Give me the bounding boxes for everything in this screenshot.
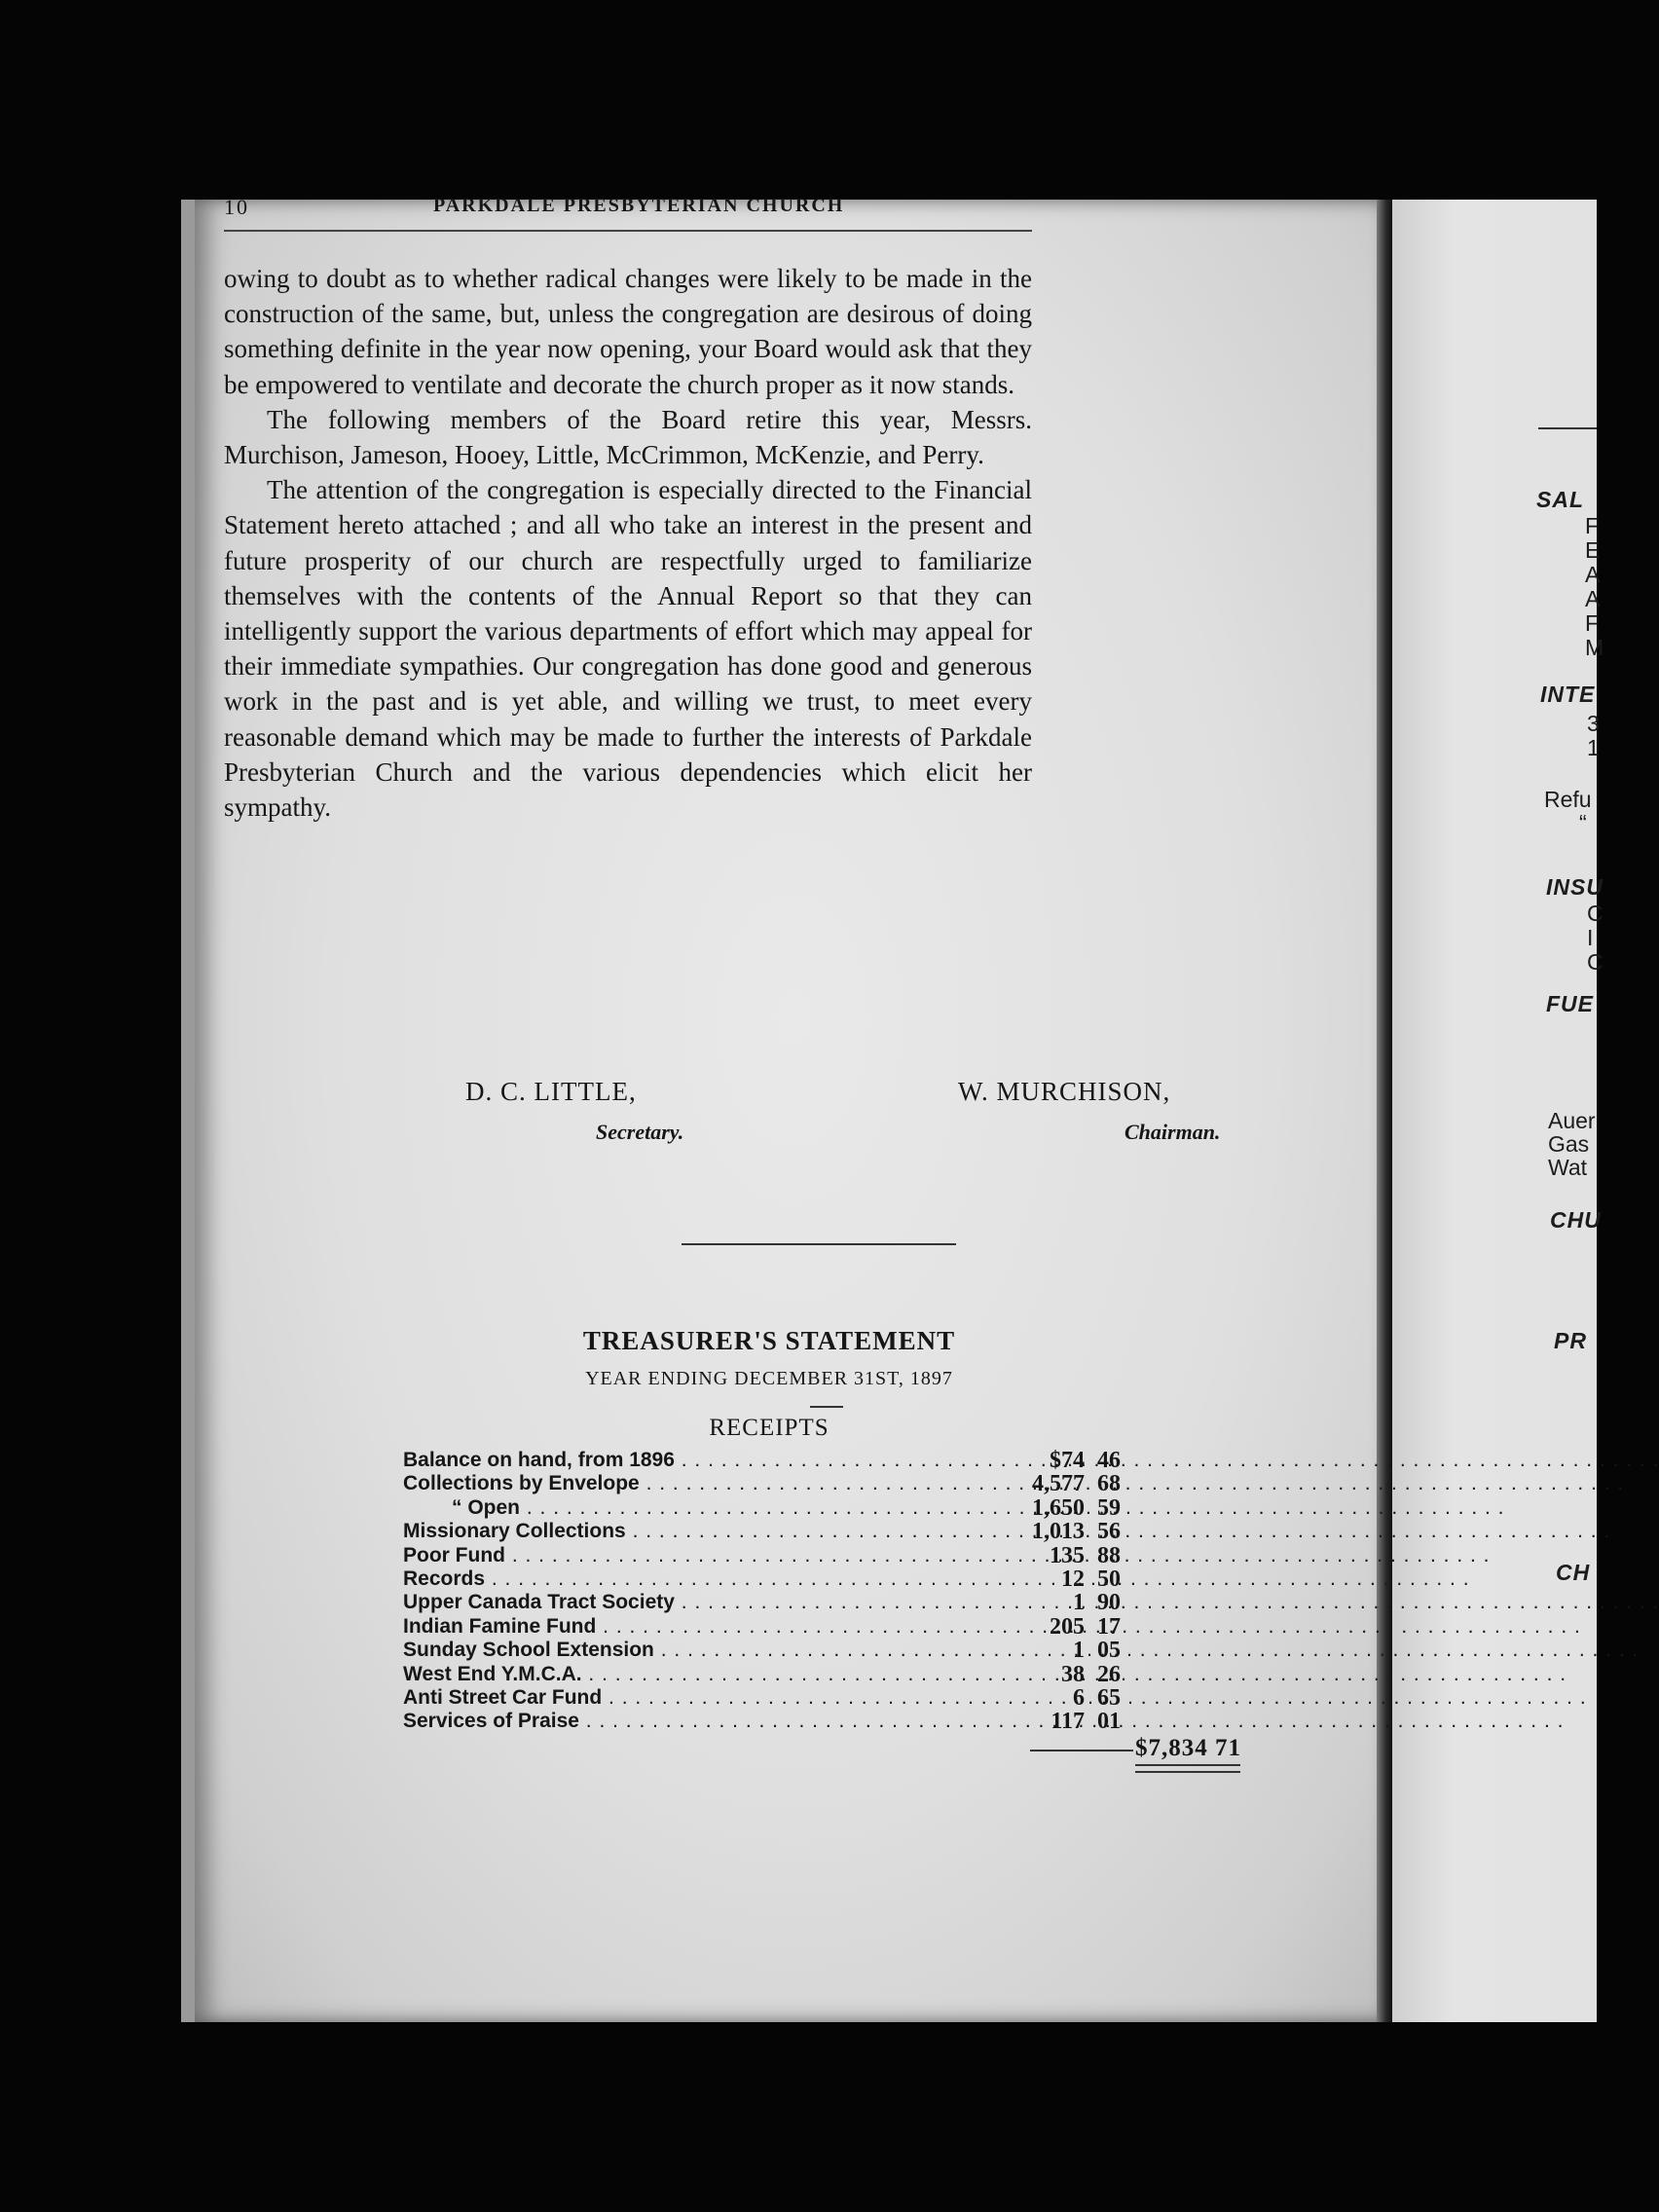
right-fragment: CH — [1556, 1560, 1591, 1585]
total-double-underline — [1135, 1764, 1240, 1773]
row-label: Sunday School Extension . . . — [403, 1639, 997, 1662]
row-cents: 01 — [1097, 1709, 1121, 1735]
table-row — [403, 1615, 1226, 1639]
table-row — [403, 1520, 1226, 1543]
secretary-name: D. C. LITTLE, — [465, 1077, 637, 1106]
table-row — [403, 1496, 1226, 1520]
secretary-role: Secretary. — [596, 1120, 684, 1144]
paragraph: The attention of the congregation is especially directed to the Financial Statement hereto attached ; and all who take an interest in the present and future prosperity of our church are respectfully urged to familiarize themselves with the contents of the Annual Report so that they can intelligently support the various departments of effort which may appeal for their immediate sympathies. Our congregation has done good and generous work in the past and is yet able, and willing we trust, to meet every reasonable demand which may be made to further the interests of Parkdale Presbyterian Church and the various dependencies which elicit her sympathy. — [224, 475, 1032, 823]
row-cents: 17 — [1097, 1613, 1121, 1640]
right-fragment: FUE — [1546, 991, 1594, 1016]
row-dollars: 135 — [1050, 1542, 1085, 1568]
right-fragment: C — [1587, 901, 1604, 926]
table-row — [403, 1663, 1226, 1686]
table-row — [403, 1639, 1226, 1662]
statement-title: TREASURER'S STATEMENT — [582, 1326, 956, 1355]
page-number: 10 — [224, 195, 249, 219]
row-cents: 56 — [1097, 1519, 1121, 1545]
short-rule — [810, 1406, 843, 1408]
row-label: Anti Street Car Fund . . . — [403, 1686, 997, 1710]
row-cents: 88 — [1097, 1542, 1121, 1568]
row-label: Missionary Collections . . . — [403, 1520, 997, 1543]
running-header — [224, 195, 1032, 232]
row-label: Services of Praise . . . — [403, 1710, 997, 1733]
receipts-total: $7,834 71 — [1135, 1735, 1241, 1761]
row-dollars: 205 — [1050, 1613, 1085, 1640]
row-label: “ Open . . . — [403, 1496, 997, 1520]
right-fragment: 3 — [1587, 711, 1600, 736]
right-fragment: M — [1585, 635, 1604, 660]
subtotal-rule — [1030, 1750, 1133, 1751]
row-dollars: 6 — [1073, 1684, 1085, 1711]
row-dollars: $74 — [1050, 1448, 1085, 1473]
right-fragment: I — [1587, 925, 1594, 950]
row-dollars: 117 — [1051, 1709, 1085, 1735]
table-row — [403, 1544, 1226, 1567]
paragraph: owing to doubt as to whether radical changes were likely to be made in the construction of the same, but, unless the congregation are desirous of doing something definite in the year now opening, your Board would ask that they be empowered to ventilate and decorate the church proper as it now stands. — [224, 264, 1032, 399]
table-row — [403, 1567, 1226, 1591]
right-fragment: E — [1585, 537, 1601, 563]
right-fragment: Wat — [1548, 1155, 1588, 1180]
right-fragment: Auer — [1548, 1108, 1596, 1133]
table-row — [403, 1710, 1226, 1733]
receipts-table — [403, 1449, 1226, 1734]
row-label: West End Y.M.C.A. . . . — [403, 1663, 997, 1686]
row-cents: 50 — [1097, 1566, 1121, 1592]
row-label: Upper Canada Tract Society . . . — [403, 1591, 997, 1614]
section-divider — [682, 1243, 956, 1245]
body-text — [224, 261, 1032, 825]
row-dollars: 1,650 — [1032, 1494, 1085, 1521]
row-dollars: 1 — [1073, 1590, 1085, 1616]
table-row — [403, 1686, 1226, 1710]
right-fragment: “ — [1579, 810, 1587, 835]
book-gutter — [1377, 200, 1392, 2022]
chairman-name: W. MURCHISON, — [958, 1077, 1171, 1106]
receipts-heading: RECEIPTS — [709, 1415, 830, 1441]
row-cents: 90 — [1097, 1590, 1121, 1616]
right-fragment: INTE — [1540, 682, 1596, 707]
row-dollars: 4,577 — [1032, 1471, 1085, 1497]
row-dollars: 38 — [1061, 1661, 1085, 1687]
row-dollars: 1,013 — [1032, 1519, 1085, 1545]
right-fragment: A — [1585, 586, 1601, 611]
chairman-role: Chairman. — [1124, 1120, 1221, 1144]
row-cents: 65 — [1097, 1684, 1121, 1711]
right-fragment: A — [1585, 562, 1601, 587]
row-label: Collections by Envelope . . . — [403, 1472, 997, 1495]
row-label: Poor Fund . . . — [403, 1544, 997, 1567]
table-row — [403, 1472, 1226, 1495]
row-cents: 46 — [1097, 1448, 1121, 1473]
right-fragment: PR — [1554, 1328, 1587, 1353]
right-header-rule — [1538, 427, 1597, 429]
right-fragment: 1 — [1587, 735, 1600, 760]
row-dollars: 12 — [1061, 1566, 1085, 1592]
right-fragment: F — [1585, 610, 1600, 636]
right-fragment: SAL — [1536, 487, 1584, 512]
running-title: PARKDALE PRESBYTERIAN CHURCH — [433, 195, 845, 216]
right-fragment: C — [1587, 949, 1604, 975]
right-fragment: CHU — [1550, 1207, 1602, 1233]
paragraph: The following members of the Board retire this year, Messrs. Murchison, Jameson, Hooey, Little, McCrimmon, McKenzie, and Perry. — [224, 404, 1032, 470]
statement-subtitle: YEAR ENDING DECEMBER 31ST, 1897 — [585, 1368, 953, 1389]
right-fragment: F — [1585, 513, 1600, 538]
row-label: Balance on hand, from 1896 . . . — [403, 1449, 997, 1472]
row-label: Indian Famine Fund . . . — [403, 1615, 997, 1639]
row-dollars: 1 — [1073, 1638, 1085, 1664]
right-fragment: INSU — [1546, 874, 1604, 900]
row-cents: 59 — [1097, 1494, 1121, 1521]
right-fragment: Gas — [1548, 1131, 1590, 1157]
row-cents: 26 — [1097, 1661, 1121, 1687]
right-fragment: Refu — [1544, 787, 1592, 812]
row-cents: 05 — [1097, 1638, 1121, 1664]
row-cents: 68 — [1097, 1471, 1121, 1497]
row-label: Records . . . — [403, 1567, 997, 1591]
table-row — [403, 1449, 1226, 1472]
table-row — [403, 1591, 1226, 1614]
